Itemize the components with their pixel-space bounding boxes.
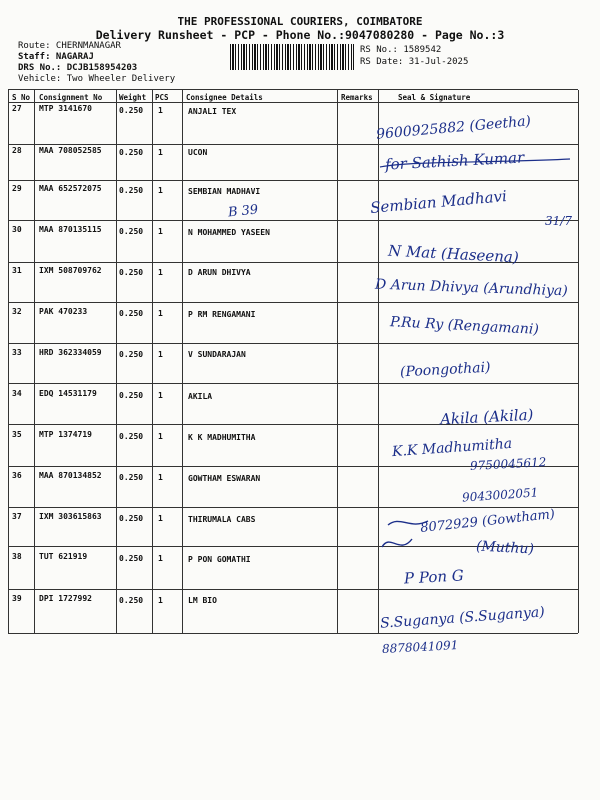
row-29-weight: 0.250 [119, 186, 144, 195]
header-divider [8, 102, 578, 103]
signature-row-38: P Pon G [403, 566, 465, 588]
row-37-consignment: IXM 303615863 [39, 512, 102, 521]
col-header-consignment: Consignment No [39, 93, 103, 102]
signature-row-34: Akila (Akila) [439, 405, 534, 429]
row-33-sno: 33 [12, 348, 22, 357]
row-37-sno: 37 [12, 512, 22, 521]
barcode [230, 44, 354, 70]
col-divider [116, 90, 117, 633]
row-32-weight: 0.250 [119, 309, 144, 318]
signature-row-29: Sembian Madhavi [369, 187, 508, 217]
signature-row-35-phone: 9750045612 [469, 455, 547, 473]
row-28-consignee: UCON [188, 148, 208, 157]
row-31-consignee: D ARUN DHIVYA [188, 268, 251, 277]
signature-row-28: for Sathish Kumar [384, 148, 525, 174]
ink-scribble-row-37 [382, 539, 412, 547]
row-30-weight: 0.250 [119, 227, 144, 236]
route-label: Route: CHERNMANAGAR [18, 41, 121, 51]
row-39-consignee: LM BIO [188, 596, 217, 605]
row-34-consignment: EDQ 14531179 [39, 389, 97, 398]
row-38-consignment: TUT 621919 [39, 552, 88, 561]
row-39-sno: 39 [12, 594, 22, 603]
rs-date: RS Date: 31-Jul-2025 [360, 57, 469, 67]
col-divider [152, 90, 153, 633]
row-36-consignee: GOWTHAM ESWARAN [188, 474, 261, 483]
row-29-consignee: SEMBIAN MADHAVI [188, 187, 261, 196]
ink-strokes [370, 135, 580, 635]
signature-row-31: D Arun Dhivya (Arundhiya) [374, 276, 569, 300]
row-30-consignment: MAA 870135115 [39, 225, 102, 234]
row-27-consignment: MTP 3141670 [39, 104, 92, 113]
row-39-consignment: DPI 1727992 [39, 594, 92, 603]
table-top-border [8, 89, 578, 90]
signature-row-33: (Poongothai) [399, 359, 491, 381]
row-28-consignment: MAA 708052585 [39, 146, 102, 155]
row-31-weight: 0.250 [119, 268, 144, 277]
col-header-sno: S No [12, 93, 31, 102]
row-35-consignee: K K MADHUMITHA [188, 433, 256, 442]
col-divider [34, 90, 35, 633]
row-30-sno: 30 [12, 225, 22, 234]
signature-row-32: P.Ru Ry (Rengamani) [389, 314, 540, 338]
row-34-sno: 34 [12, 389, 22, 398]
row-27-sno: 27 [12, 104, 22, 113]
row-34-consignee: AKILA [188, 392, 213, 401]
row-38-pcs: 1 [158, 554, 163, 563]
row-33-consignee: V SUNDARAJAN [188, 350, 246, 359]
staff-label: Staff: NAGARAJ [18, 52, 94, 62]
row-28-weight: 0.250 [119, 148, 144, 157]
col-header-consignee: Consignee Details [186, 93, 263, 102]
signature-row-39: S.Suganya (S.Suganya) [379, 604, 546, 632]
row-29-sno: 29 [12, 184, 22, 193]
row-30-pcs: 1 [158, 227, 163, 236]
row-33-pcs: 1 [158, 350, 163, 359]
col-divider [182, 90, 183, 633]
row-29-pcs: 1 [158, 186, 163, 195]
row-32-sno: 32 [12, 307, 22, 316]
row-36-consignment: MAA 870134852 [39, 471, 102, 480]
signature-row-30: N Mat (Haseena) [387, 241, 520, 267]
col-divider [337, 90, 338, 633]
row-27-weight: 0.250 [119, 106, 144, 115]
row-36-pcs: 1 [158, 473, 163, 482]
signature-row-27: 9600925882 (Geetha) [375, 113, 532, 143]
row-35-pcs: 1 [158, 432, 163, 441]
row-36-sno: 36 [12, 471, 22, 480]
col-header-pcs: PCS [155, 93, 169, 102]
row-37-consignee: THIRUMALA CABS [188, 515, 256, 524]
row-35-sno: 35 [12, 430, 22, 439]
signature-row-29-date: 31/7 [545, 214, 572, 228]
row-35-weight: 0.250 [119, 432, 144, 441]
row-31-sno: 31 [12, 266, 22, 275]
row-34-pcs: 1 [158, 391, 163, 400]
row-38-sno: 38 [12, 552, 22, 561]
signature-row-35: K.K Madhumitha [391, 435, 513, 461]
company-title: THE PROFESSIONAL COURIERS, COIMBATORE [177, 15, 423, 28]
row-27-pcs: 1 [158, 106, 163, 115]
row-38-consignee: P PON GOMATHI [188, 555, 251, 564]
vehicle-label: Vehicle: Two Wheeler Delivery [18, 74, 176, 84]
row-31-pcs: 1 [158, 268, 163, 277]
row-32-pcs: 1 [158, 309, 163, 318]
col-header-weight: Weight [119, 93, 147, 102]
row-32-consignee: P RM RENGAMANI [188, 310, 256, 319]
runsheet-subtitle: Delivery Runsheet - PCP - Phone No.:9047080280 - Page No.:3 [95, 28, 505, 42]
row-31-consignment: IXM 508709762 [39, 266, 102, 275]
rs-number: RS No.: 1589542 [360, 45, 442, 55]
drs-label: DRS No.: DCJB158954203 [18, 63, 138, 73]
row-39-pcs: 1 [158, 596, 163, 605]
row-28-sno: 28 [12, 146, 22, 155]
col-divider [8, 90, 9, 633]
signature-row-29-note: B 39 [227, 202, 259, 221]
ink-scribble-row-36 [388, 521, 428, 525]
ink-underline-row-27 [380, 159, 570, 167]
col-header-signature: Seal & Signature [398, 93, 471, 102]
row-33-consignment: HRD 362334059 [39, 348, 102, 357]
signature-row-37: 8072929 (Gowtham) [419, 506, 556, 537]
row-37-pcs: 1 [158, 514, 163, 523]
row-27-consignee: ANJALI TEX [188, 107, 237, 116]
signature-row-37-name: (Muthu) [475, 538, 535, 558]
row-35-consignment: MTP 1374719 [39, 430, 92, 439]
row-28-pcs: 1 [158, 148, 163, 157]
col-header-remarks: Remarks [341, 93, 373, 102]
row-37-weight: 0.250 [119, 514, 144, 523]
row-29-consignment: MAA 652572075 [39, 184, 102, 193]
row-32-consignment: PAK 470233 [39, 307, 88, 316]
row-36-weight: 0.250 [119, 473, 144, 482]
row-39-weight: 0.250 [119, 596, 144, 605]
signature-row-39-phone: 8878041091 [381, 638, 459, 656]
signature-row-36: 9043002051 [461, 485, 539, 505]
row-33-weight: 0.250 [119, 350, 144, 359]
row-38-weight: 0.250 [119, 554, 144, 563]
row-34-weight: 0.250 [119, 391, 144, 400]
row-30-consignee: N MOHAMMED YASEEN [188, 228, 270, 237]
